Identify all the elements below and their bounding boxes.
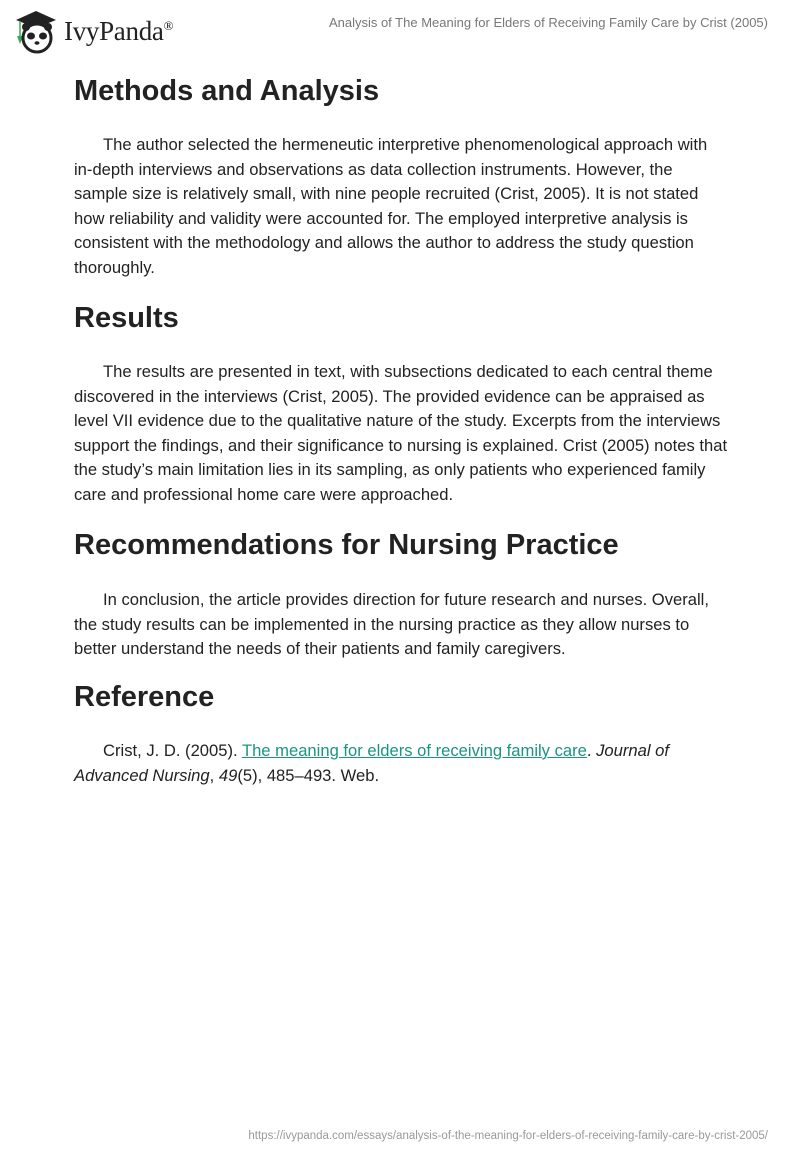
heading-results: Results: [74, 302, 179, 334]
footer-url: https://ivypanda.com/essays/analysis-of-the-meaning-for-elders-of-receiving-family-care-by-crist-2005/: [248, 1130, 768, 1142]
reference-volume: 49: [218, 765, 238, 785]
paragraph-results: The results are presented in text, with subsections dedicated to each central theme discovered in the interviews (Crist, 2005). The provided evidence can be appraised as level VII evidence due to the qualitative nature of the study. Excerpts from the interviews support the findings, and their significance to nursing is explained. Crist (2005) notes that the study’s main limitation lies in its sampling, as only patients who experienced family care and professional home care were approached.: [74, 362, 728, 504]
ivypanda-logo[interactable]: [12, 8, 173, 54]
heading-methods: Methods and Analysis: [74, 75, 380, 107]
document-title: Analysis of The Meaning for Elders of Receiving Family Care by Crist (2005): [328, 15, 768, 30]
paragraph-recommendations: In conclusion, the article provides direction for future research and nurses. Overall, the study results can be implemented in the nursing practice as they allow nurses to better understand the needs of their patients and family caregivers.: [74, 590, 709, 659]
reference-link[interactable]: The meaning for elders of receiving family care: [241, 741, 587, 760]
heading-recommendations: Recommendations for Nursing Practice: [74, 529, 619, 561]
reference-journal: Journal of Advanced Nursing: [74, 741, 669, 785]
reference-pages: (5), 485–493. Web.: [237, 765, 380, 785]
reference-comma: ,: [209, 765, 219, 785]
logo-text: IvyPanda®: [64, 15, 174, 46]
paragraph-methods: The author selected the hermeneutic interpretive phenomenological approach with in-depth interviews and observations as data collection instruments. However, the sample size is relatively small, with nine people recruited (Crist, 2005). It is not stated how reliability and validity were accounted for. The employed interpretive analysis is consistent with the methodology and allows the author to address the study question thoroughly.: [74, 135, 708, 277]
panda-graduate-icon: [12, 8, 60, 54]
heading-reference: Reference: [74, 681, 215, 713]
reference-punct: .: [586, 741, 597, 760]
reference-entry: [74, 739, 729, 788]
reference-authors: Crist, J. D. (2005).: [103, 741, 242, 760]
